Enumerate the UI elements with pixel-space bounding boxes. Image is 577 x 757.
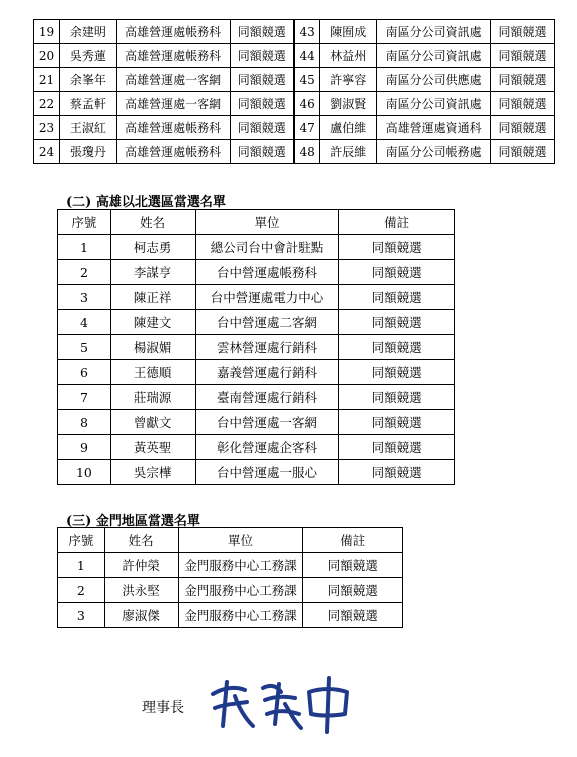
seq-cell: 1 bbox=[58, 553, 105, 578]
note-cell: 同額競選 bbox=[339, 385, 455, 410]
note-cell: 同額競選 bbox=[339, 360, 455, 385]
note-cell: 同額競選 bbox=[339, 310, 455, 335]
seq-cell: 48 bbox=[294, 140, 320, 164]
name-cell: 黃英聖 bbox=[110, 435, 195, 460]
note-cell: 同額競選 bbox=[491, 68, 555, 92]
unit-cell: 金門服務中心工務課 bbox=[178, 553, 303, 578]
table-row bbox=[34, 116, 555, 140]
table-row bbox=[58, 285, 455, 310]
seq-cell: 47 bbox=[294, 116, 320, 140]
header-name: 姓名 bbox=[110, 210, 195, 235]
seq-cell: 24 bbox=[34, 140, 60, 164]
note-cell: 同額競選 bbox=[491, 116, 555, 140]
unit-cell: 南區分公司帳務處 bbox=[377, 140, 491, 164]
table-row bbox=[58, 310, 455, 335]
seq-cell: 23 bbox=[34, 116, 60, 140]
name-cell: 王淑紅 bbox=[59, 116, 116, 140]
name-cell: 盧伯維 bbox=[320, 116, 377, 140]
header-name: 姓名 bbox=[104, 528, 178, 553]
name-cell: 柯志勇 bbox=[110, 235, 195, 260]
candidate-table-continued bbox=[33, 19, 555, 164]
name-cell: 許辰維 bbox=[320, 140, 377, 164]
elected-list-kinmen bbox=[57, 527, 403, 628]
name-cell: 莊瑞源 bbox=[110, 385, 195, 410]
unit-cell: 高雄營運處資通科 bbox=[377, 116, 491, 140]
unit-cell: 臺南營運處行銷科 bbox=[195, 385, 339, 410]
unit-cell: 高雄營運處一客網 bbox=[116, 92, 230, 116]
note-cell: 同額競選 bbox=[303, 553, 403, 578]
unit-cell: 南區分公司資訊處 bbox=[377, 92, 491, 116]
note-cell: 同額競選 bbox=[230, 92, 294, 116]
seq-cell: 43 bbox=[294, 20, 320, 44]
seq-cell: 3 bbox=[58, 285, 111, 310]
note-cell: 同額競選 bbox=[339, 235, 455, 260]
unit-cell: 南區分公司資訊處 bbox=[377, 44, 491, 68]
note-cell: 同額競選 bbox=[491, 140, 555, 164]
seq-cell: 21 bbox=[34, 68, 60, 92]
unit-cell: 高雄營運處帳務科 bbox=[116, 20, 230, 44]
note-cell: 同額競選 bbox=[230, 140, 294, 164]
seq-cell: 2 bbox=[58, 578, 105, 603]
note-cell: 同額競選 bbox=[230, 116, 294, 140]
note-cell: 同額競選 bbox=[339, 335, 455, 360]
unit-cell: 嘉義營運處行銷科 bbox=[195, 360, 339, 385]
table-row bbox=[34, 44, 555, 68]
note-cell: 同額競選 bbox=[491, 92, 555, 116]
section-title-kaohsiung-north: (二) 高雄以北選區當選名單 bbox=[66, 195, 226, 210]
unit-cell: 高雄營運處帳務科 bbox=[116, 116, 230, 140]
unit-cell: 高雄營運處帳務科 bbox=[116, 140, 230, 164]
table-row bbox=[58, 410, 455, 435]
unit-cell: 總公司台中會計駐點 bbox=[195, 235, 339, 260]
header-seq: 序號 bbox=[58, 210, 111, 235]
note-cell: 同額競選 bbox=[339, 460, 455, 485]
header-unit: 單位 bbox=[178, 528, 303, 553]
name-cell: 廖淑傑 bbox=[104, 603, 178, 628]
table-row bbox=[58, 260, 455, 285]
name-cell: 吳宗樺 bbox=[110, 460, 195, 485]
unit-cell: 台中營運處一客網 bbox=[195, 410, 339, 435]
name-cell: 陳囿成 bbox=[320, 20, 377, 44]
name-cell: 吳秀蓮 bbox=[59, 44, 116, 68]
note-cell: 同額競選 bbox=[339, 260, 455, 285]
header-seq: 序號 bbox=[58, 528, 105, 553]
seq-cell: 9 bbox=[58, 435, 111, 460]
table-row bbox=[34, 140, 555, 164]
unit-cell: 高雄營運處一客網 bbox=[116, 68, 230, 92]
seq-cell: 5 bbox=[58, 335, 111, 360]
chairman-label: 理事長 bbox=[142, 700, 184, 716]
name-cell: 許仲榮 bbox=[104, 553, 178, 578]
section-title-kinmen: (三) 金門地區當選名單 bbox=[66, 514, 200, 529]
table-row bbox=[58, 603, 403, 628]
name-cell: 蔡孟軒 bbox=[59, 92, 116, 116]
header-note: 備註 bbox=[339, 210, 455, 235]
note-cell: 同額競選 bbox=[491, 20, 555, 44]
header-unit: 單位 bbox=[195, 210, 339, 235]
name-cell: 余建明 bbox=[59, 20, 116, 44]
seq-cell: 10 bbox=[58, 460, 111, 485]
seq-cell: 2 bbox=[58, 260, 111, 285]
seq-cell: 6 bbox=[58, 360, 111, 385]
name-cell: 楊淑媚 bbox=[110, 335, 195, 360]
seq-cell: 19 bbox=[34, 20, 60, 44]
table-row bbox=[58, 553, 403, 578]
seq-cell: 7 bbox=[58, 385, 111, 410]
name-cell: 曾獻文 bbox=[110, 410, 195, 435]
seq-cell: 1 bbox=[58, 235, 111, 260]
note-cell: 同額競選 bbox=[230, 20, 294, 44]
seq-cell: 44 bbox=[294, 44, 320, 68]
table-row bbox=[34, 68, 555, 92]
unit-cell: 台中營運處電力中心 bbox=[195, 285, 339, 310]
unit-cell: 台中營運處二客網 bbox=[195, 310, 339, 335]
table-row bbox=[58, 360, 455, 385]
note-cell: 同額競選 bbox=[303, 603, 403, 628]
seq-cell: 8 bbox=[58, 410, 111, 435]
unit-cell: 金門服務中心工務課 bbox=[178, 603, 303, 628]
table-row bbox=[58, 235, 455, 260]
table-row bbox=[58, 385, 455, 410]
name-cell: 王德順 bbox=[110, 360, 195, 385]
seq-cell: 45 bbox=[294, 68, 320, 92]
seq-cell: 22 bbox=[34, 92, 60, 116]
elected-list-kaohsiung-north bbox=[57, 209, 455, 485]
handwritten-signature bbox=[205, 674, 365, 734]
seq-cell: 20 bbox=[34, 44, 60, 68]
note-cell: 同額競選 bbox=[230, 68, 294, 92]
name-cell: 劉淑賢 bbox=[320, 92, 377, 116]
table-header-row bbox=[58, 528, 403, 553]
unit-cell: 彰化營運處企客科 bbox=[195, 435, 339, 460]
note-cell: 同額競選 bbox=[230, 44, 294, 68]
unit-cell: 雲林營運處行銷科 bbox=[195, 335, 339, 360]
seq-cell: 3 bbox=[58, 603, 105, 628]
name-cell: 李謀亨 bbox=[110, 260, 195, 285]
header-note: 備註 bbox=[303, 528, 403, 553]
seq-cell: 46 bbox=[294, 92, 320, 116]
unit-cell: 台中營運處帳務科 bbox=[195, 260, 339, 285]
name-cell: 許寧容 bbox=[320, 68, 377, 92]
table-row bbox=[58, 335, 455, 360]
table-row bbox=[58, 578, 403, 603]
table-row bbox=[34, 92, 555, 116]
note-cell: 同額競選 bbox=[491, 44, 555, 68]
name-cell: 陳正祥 bbox=[110, 285, 195, 310]
note-cell: 同額競選 bbox=[339, 410, 455, 435]
unit-cell: 台中營運處一服心 bbox=[195, 460, 339, 485]
name-cell: 余峯年 bbox=[59, 68, 116, 92]
unit-cell: 南區分公司供應處 bbox=[377, 68, 491, 92]
name-cell: 林益州 bbox=[320, 44, 377, 68]
note-cell: 同額競選 bbox=[339, 435, 455, 460]
unit-cell: 金門服務中心工務課 bbox=[178, 578, 303, 603]
unit-cell: 南區分公司資訊處 bbox=[377, 20, 491, 44]
unit-cell: 高雄營運處帳務科 bbox=[116, 44, 230, 68]
name-cell: 陳建文 bbox=[110, 310, 195, 335]
name-cell: 洪永堅 bbox=[104, 578, 178, 603]
table-row bbox=[58, 460, 455, 485]
name-cell: 張瓊丹 bbox=[59, 140, 116, 164]
table-row bbox=[34, 20, 555, 44]
table-row bbox=[58, 435, 455, 460]
note-cell: 同額競選 bbox=[339, 285, 455, 310]
seq-cell: 4 bbox=[58, 310, 111, 335]
table-header-row bbox=[58, 210, 455, 235]
note-cell: 同額競選 bbox=[303, 578, 403, 603]
